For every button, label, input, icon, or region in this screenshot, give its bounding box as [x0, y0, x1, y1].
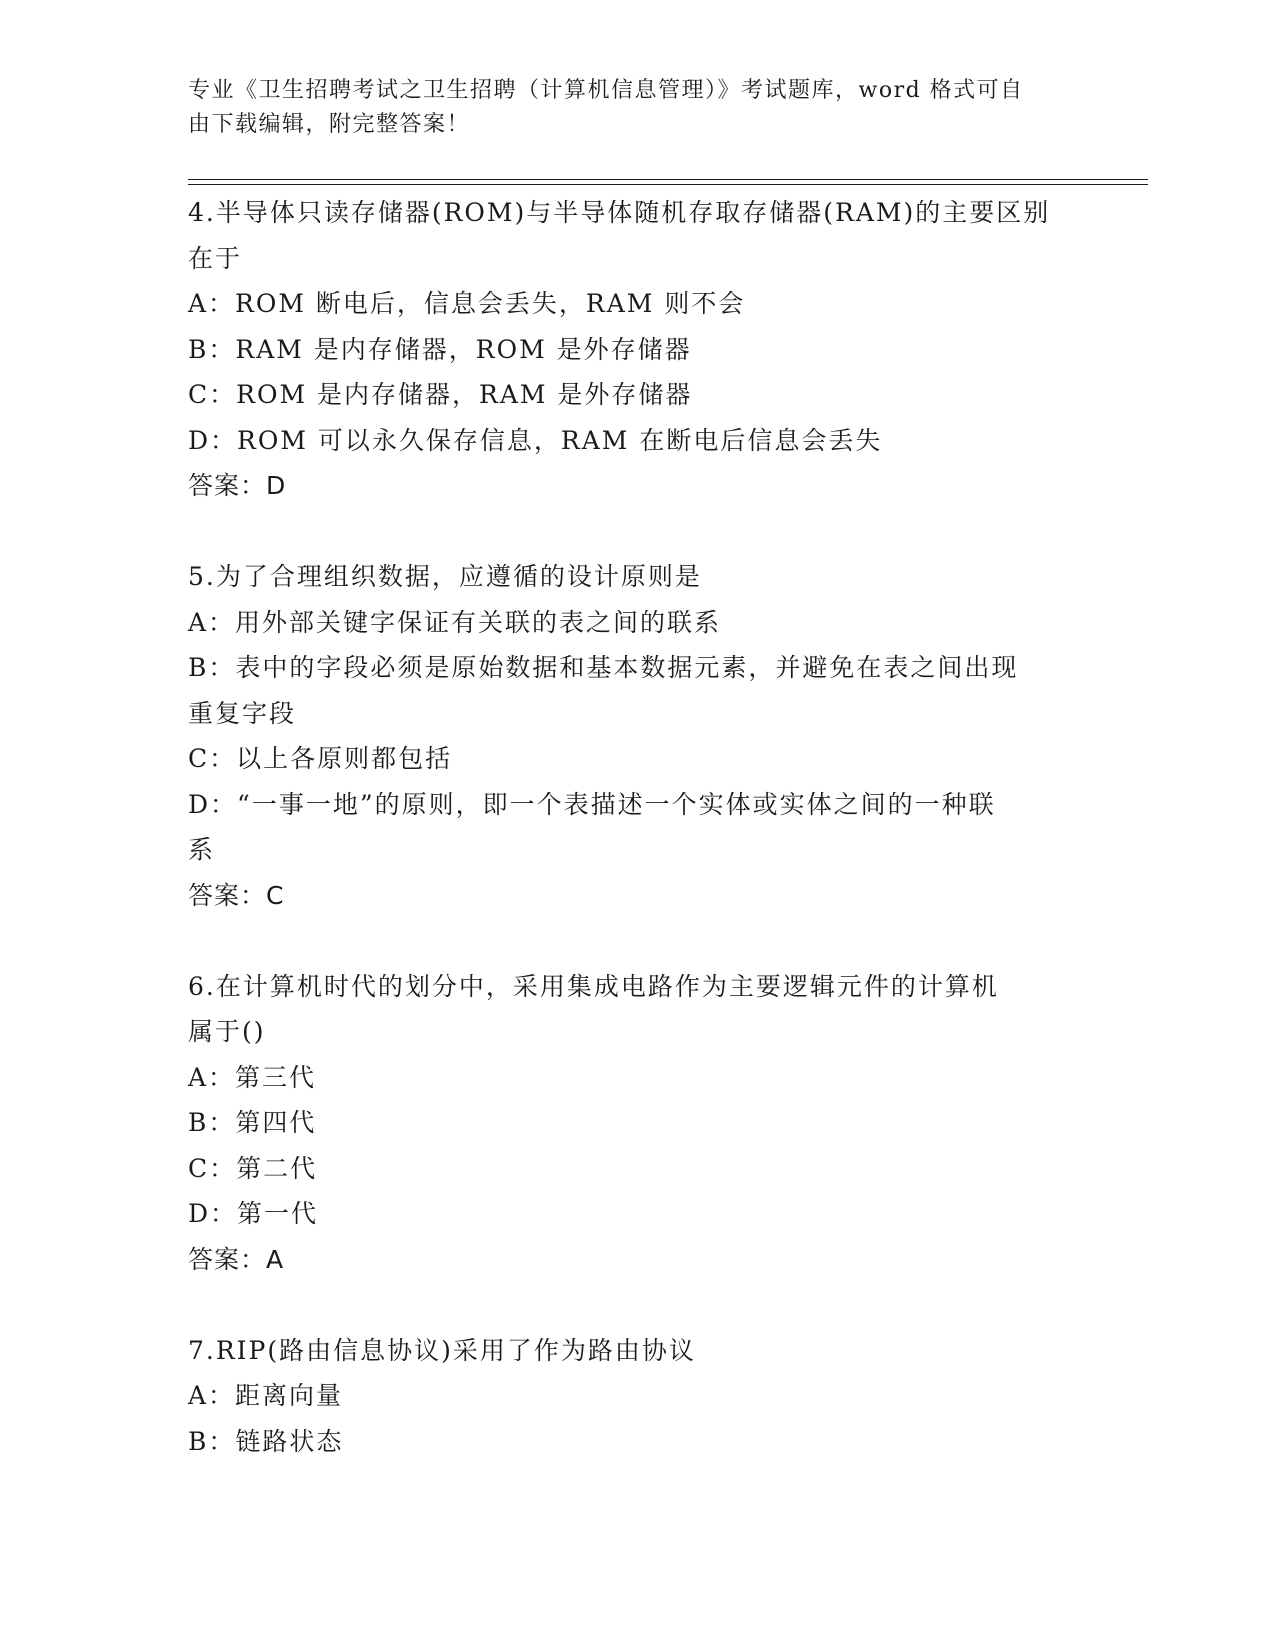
header-divider-top [188, 179, 1148, 180]
question-block [188, 554, 1088, 964]
question-stem: 在于 [188, 243, 243, 273]
answer-option: C：第二代 [188, 1153, 318, 1183]
answer-option: B：表中的字段必须是原始数据和基本数据元素，并避免在表之间出现 [188, 653, 1019, 682]
answer-option: 重复字段 [188, 698, 297, 728]
answer-option: C：以上各原则都包括 [188, 744, 453, 773]
answer-key: 答案：A [188, 1244, 285, 1274]
answer-option: A：用外部关键字保证有关联的表之间的联系 [188, 607, 722, 637]
answer-option: A：距离向量 [188, 1381, 344, 1410]
answer-key: 答案：D [188, 471, 287, 500]
header-line-1: 专业《卫生招聘考试之卫生招聘（计算机信息管理）》考试题库，word 格式可自 [188, 78, 1024, 103]
question-stem: 5.为了合理组织数据，应遵循的设计原则是 [188, 562, 702, 591]
answer-option: B：第四代 [188, 1108, 317, 1137]
question-spacer [188, 1282, 1088, 1328]
answer-option: A：ROM 断电后，信息会丢失，RAM 则不会 [188, 289, 746, 318]
answer-option: A：第三代 [188, 1062, 317, 1092]
answer-key: 答案：C [188, 880, 285, 910]
answer-option: D：第一代 [188, 1199, 319, 1228]
answer-option: B：RAM 是内存储器，ROM 是外存储器 [188, 334, 692, 364]
question-stem: 属于() [188, 1017, 266, 1046]
question-block [188, 1328, 1088, 1465]
answer-option: B：链路状态 [188, 1426, 344, 1456]
document-header [188, 74, 1068, 142]
question-stem: 4.半导体只读存储器(ROM)与半导体随机存取存储器(RAM)的主要区别 [188, 198, 1051, 227]
answer-option: 系 [188, 835, 216, 864]
question-spacer [188, 918, 1088, 964]
header-line-2: 由下载编辑，附完整答案！ [188, 112, 471, 137]
question-stem: 6.在计算机时代的划分中，采用集成电路作为主要逻辑元件的计算机 [188, 971, 999, 1001]
answer-option: D：ROM 可以永久保存信息，RAM 在断电后信息会丢失 [188, 425, 883, 455]
question-spacer [188, 509, 1088, 555]
question-block [188, 190, 1088, 554]
answer-option: C：ROM 是内存储器，RAM 是外存储器 [188, 380, 693, 409]
question-list [188, 190, 1088, 1464]
question-block [188, 964, 1088, 1328]
question-stem: 7.RIP(路由信息协议)采用了作为路由协议 [188, 1335, 696, 1365]
header-divider-bottom [188, 184, 1148, 185]
answer-option: D：“一事一地”的原则，即一个表描述一个实体或实体之间的一种联 [188, 789, 996, 819]
